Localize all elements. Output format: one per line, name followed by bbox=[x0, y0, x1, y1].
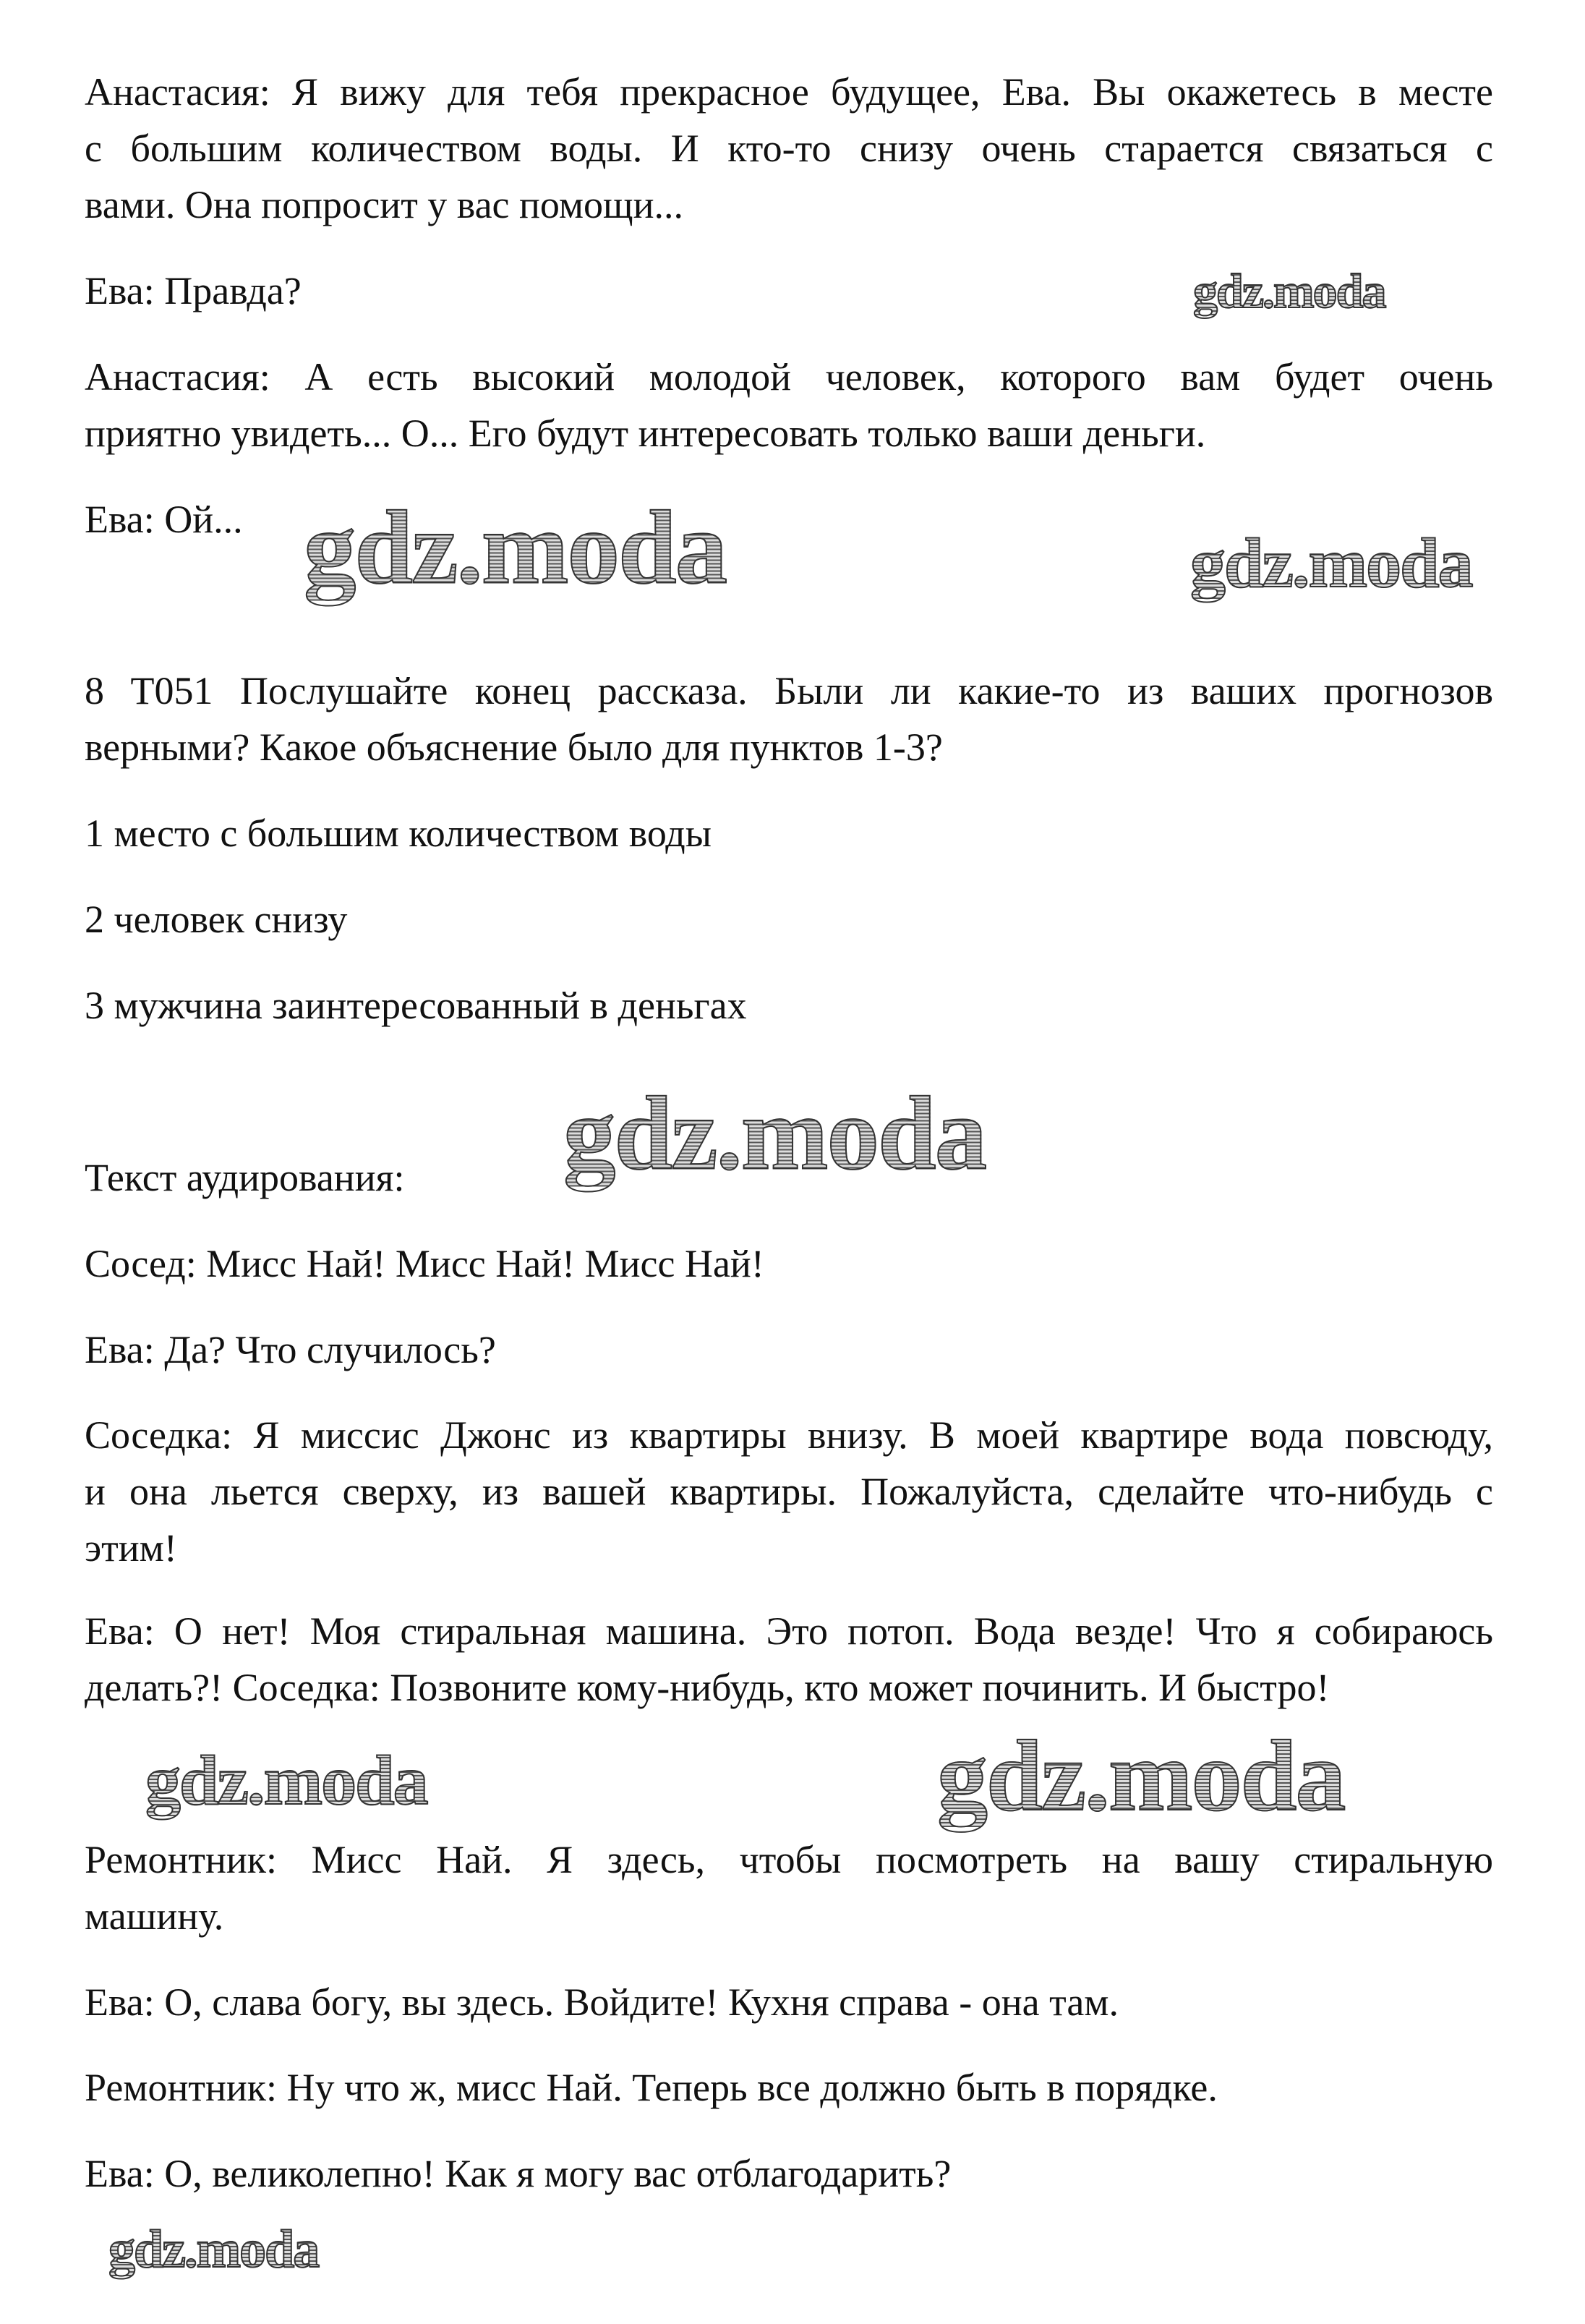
text-line: Ева: О, слава богу, вы здесь. Войдите! Кухня справа - она там. bbox=[85, 1980, 1119, 2024]
text-line: Анастасия: А есть высокий молодой человек, которого вам будет очень bbox=[85, 355, 1493, 399]
paragraph bbox=[85, 1603, 1493, 1716]
paragraph bbox=[85, 891, 1493, 948]
text-line: 8 T051 Послушайте конец рассказа. Были ли какие-то из ваших прогнозов bbox=[85, 669, 1493, 712]
text-line: Ева: Да? Что случилось? bbox=[85, 1328, 496, 1371]
text-line: Ева: Правда? bbox=[85, 269, 302, 312]
text-line: Ремонтник: Ну что ж, мисс Най. Теперь все должно быть в порядке. bbox=[85, 2066, 1218, 2109]
text-line: 2 человек снизу bbox=[85, 898, 348, 941]
text-line: 3 мужчина заинтересованный в деньгах bbox=[85, 984, 747, 1027]
watermark: gdz.moda bbox=[1193, 263, 1385, 318]
text-line: машину. bbox=[85, 1894, 224, 1938]
watermark: gdz.moda bbox=[563, 1076, 986, 1192]
watermark: gdz.moda bbox=[1190, 524, 1472, 603]
text-line: Соседка: Я миссис Джонс из квартиры внизу. В моей квартире вода повсюду, bbox=[85, 1413, 1493, 1457]
text-line: делать?! Соседка: Позвоните кому-нибудь, кто может починить. И быстро! bbox=[85, 1666, 1330, 1709]
watermark: gdz.moda bbox=[304, 490, 727, 606]
text-line: Анастасия: Я вижу для тебя прекрасное будущее, Ева. Вы окажетесь в месте bbox=[85, 70, 1493, 114]
paragraph bbox=[85, 805, 1493, 861]
text-line: Ремонтник: Мисс Най. Я здесь, чтобы посмотреть на вашу стиральную bbox=[85, 1838, 1493, 1881]
text-line: с большим количеством воды. И кто-то снизу очень старается связаться с bbox=[85, 127, 1493, 170]
text-line: этим! bbox=[85, 1526, 177, 1570]
paragraph bbox=[85, 1235, 1493, 1292]
text-line: приятно увидеть... О... Его будут интересовать только ваши деньги. bbox=[85, 412, 1206, 455]
paragraph bbox=[85, 977, 1493, 1034]
text-line: Ева: Ой... bbox=[85, 498, 243, 541]
text-line: Сосед: Мисс Най! Мисс Най! Мисс Най! bbox=[85, 1242, 764, 1285]
watermark: gdz.moda bbox=[108, 2220, 319, 2279]
paragraph bbox=[85, 2145, 1493, 2202]
paragraph bbox=[85, 1321, 1493, 1378]
text-line: Текст аудирования: bbox=[85, 1156, 405, 1199]
text-line: вами. Она попросит у вас помощи... bbox=[85, 183, 684, 226]
text-line: верными? Какое объяснение было для пунктов 1-3? bbox=[85, 725, 943, 769]
text-line: и она льется сверху, из вашей квартиры. Пожалуйста, сделайте что-нибудь с bbox=[85, 1470, 1493, 1513]
paragraph bbox=[85, 349, 1493, 461]
text-line: Ева: О нет! Моя стиральная машина. Это потоп. Вода везде! Что я собираюсь bbox=[85, 1609, 1493, 1653]
paragraph bbox=[85, 1407, 1493, 1576]
paragraph bbox=[85, 1974, 1493, 2030]
paragraph bbox=[85, 663, 1493, 775]
text-line: Ева: О, великолепно! Как я могу вас отблагодарить? bbox=[85, 2152, 952, 2195]
paragraph bbox=[85, 1831, 1493, 1944]
watermark: gdz.moda bbox=[937, 1720, 1345, 1832]
paragraph bbox=[85, 64, 1493, 233]
paragraph bbox=[85, 2059, 1493, 2116]
watermark: gdz.moda bbox=[145, 1742, 427, 1820]
text-line: 1 место с большим количеством воды bbox=[85, 812, 712, 855]
